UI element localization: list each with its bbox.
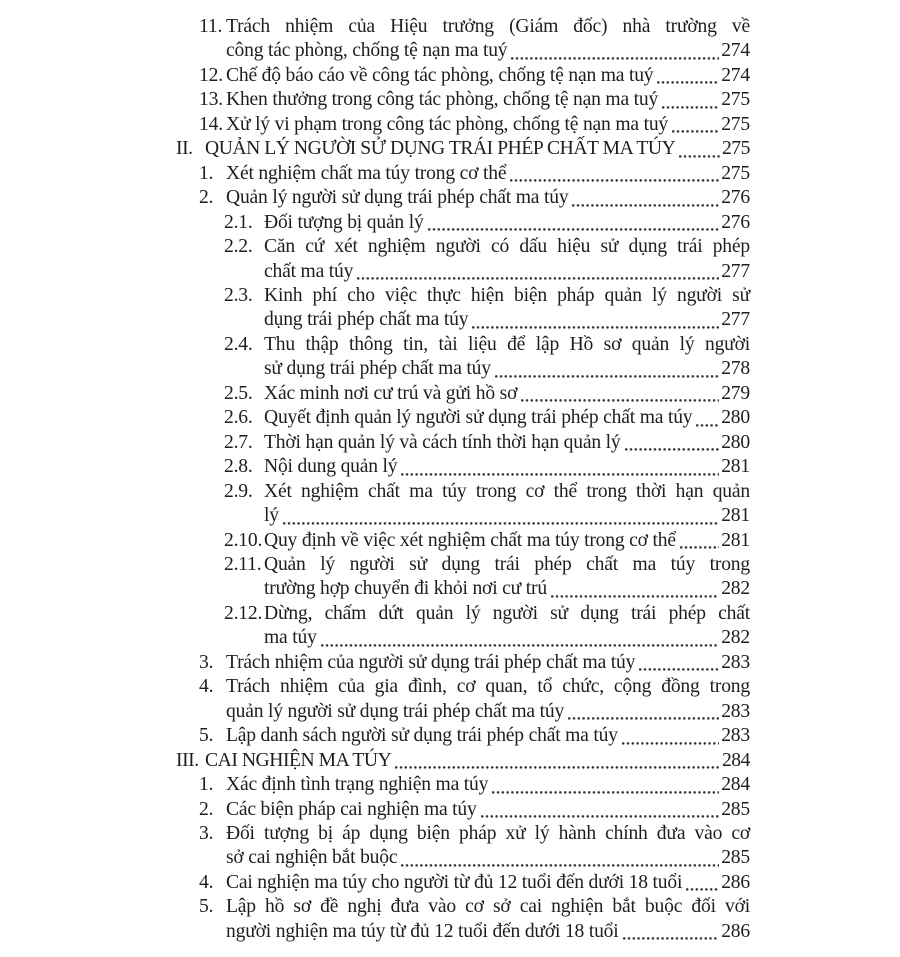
- toc-entry-lastline: [264, 406, 750, 430]
- toc-entry: [176, 88, 750, 112]
- dot-leader: [492, 791, 719, 794]
- toc-entry-number: 2.11.: [224, 553, 262, 575]
- toc-entry-lastline: [205, 137, 750, 161]
- toc-entry-line: Căn cứ xét nghiệm người có dấu hiệu sử dụng trái phép: [264, 236, 750, 258]
- toc-entry: [176, 553, 750, 602]
- toc-entry-title: Chế độ báo cáo về công tác phòng, chống tệ nạn ma tuý: [226, 64, 654, 86]
- toc-entry-page: 277: [721, 260, 750, 282]
- toc-entry-lastline: [264, 577, 750, 601]
- toc-entry-title: quản lý người sử dụng trái phép chất ma túy: [226, 700, 565, 722]
- dot-leader: [568, 717, 719, 720]
- dot-leader: [401, 473, 719, 476]
- toc-entry-number: 4.: [199, 676, 214, 698]
- dot-leader: [551, 595, 719, 598]
- toc-entry-page: 285: [721, 798, 750, 820]
- toc-entry-title: người nghiện ma túy từ đủ 12 tuổi đến dưới 18 tuổi: [226, 920, 619, 942]
- toc-entry-title: Xét nghiệm chất ma túy trong cơ thể: [226, 162, 507, 184]
- dot-leader: [357, 277, 719, 280]
- toc-entry-number: 2.6.: [224, 407, 253, 429]
- toc-entry-lastline: [264, 382, 750, 406]
- toc-entry-lastline: [264, 357, 750, 381]
- toc-entry: [176, 211, 750, 235]
- toc-entry-page: 282: [721, 627, 750, 649]
- toc-entry-title: Nội dung quản lý: [264, 456, 398, 478]
- dot-leader: [623, 937, 720, 940]
- toc-entry: [176, 284, 750, 333]
- dot-leader: [321, 644, 720, 647]
- toc-entry-title: Xác minh nơi cư trú và gửi hồ sơ: [264, 382, 518, 404]
- toc-entry-number: 4.: [199, 871, 214, 893]
- toc-entry-lastline: [264, 308, 750, 332]
- toc-entry: [176, 455, 750, 479]
- toc-entry-page: 283: [721, 700, 750, 722]
- toc-entry-title: Đối tượng bị quản lý: [264, 211, 424, 233]
- table-of-contents: [176, 15, 750, 944]
- toc-entry: [176, 235, 750, 284]
- toc-entry: [176, 651, 750, 675]
- dot-leader: [401, 864, 719, 867]
- dot-leader: [662, 106, 719, 109]
- toc-entry-lastline: [226, 186, 750, 210]
- toc-entry: [176, 15, 750, 64]
- toc-entry-page: 278: [721, 358, 750, 380]
- toc-entry-title: Khen thưởng trong công tác phòng, chống tệ nạn ma tuý: [226, 89, 659, 111]
- dot-leader: [680, 546, 719, 549]
- toc-entry-number: 13.: [199, 89, 223, 111]
- toc-entry-title: ma túy: [264, 627, 317, 649]
- toc-entry-title: công tác phòng, chống tệ nạn ma tuý: [226, 40, 508, 62]
- toc-entry-number: 2.4.: [224, 333, 253, 355]
- toc-entry-lastline: [226, 920, 750, 944]
- toc-entry-number: 12.: [199, 64, 223, 86]
- toc-entry-page: 283: [721, 651, 750, 673]
- toc-entry-line: Lập hồ sơ đề nghị đưa vào cơ sở cai nghiện bắt buộc đối với: [226, 896, 750, 918]
- toc-entry: [176, 749, 750, 773]
- toc-entry-lastline: [226, 846, 750, 870]
- dot-leader: [510, 179, 719, 182]
- toc-entry-number: 2.7.: [224, 431, 253, 453]
- toc-entry-lastline: [264, 626, 750, 650]
- toc-entry-page: 283: [721, 725, 750, 747]
- toc-entry-number: 3.: [199, 822, 214, 844]
- toc-entry-title: Các biện pháp cai nghiện ma túy: [226, 798, 477, 820]
- toc-entry-title: lý: [264, 505, 279, 527]
- toc-entry-page: 286: [721, 920, 750, 942]
- toc-entry: [176, 406, 750, 430]
- toc-entry: [176, 480, 750, 529]
- toc-entry-page: 279: [721, 382, 750, 404]
- toc-entry-lastline: [226, 88, 750, 112]
- toc-entry: [176, 724, 750, 748]
- toc-entry: [176, 162, 750, 186]
- toc-entry-number: 2.9.: [224, 480, 253, 502]
- toc-entry-title: Quyết định quản lý người sử dụng trái phép chất ma túy: [264, 407, 693, 429]
- toc-entry-number: 2.: [199, 798, 214, 820]
- toc-entry-lastline: [226, 651, 750, 675]
- toc-entry-title: Quy định về việc xét nghiệm chất ma túy trong cơ thể: [264, 529, 676, 551]
- dot-leader: [472, 326, 719, 329]
- toc-entry-number: 2.2.: [224, 236, 253, 258]
- toc-entry-line: Trách nhiệm của Hiệu trưởng (Giám đốc) nhà trường về: [226, 16, 750, 37]
- toc-entry-number: II.: [176, 138, 193, 160]
- dot-leader: [572, 204, 719, 207]
- toc-entry-page: 276: [721, 187, 750, 209]
- toc-entry-title: sở cai nghiện bắt buộc: [226, 847, 398, 869]
- toc-entry: [176, 675, 750, 724]
- toc-entry-lastline: [226, 162, 750, 186]
- toc-entry-number: 1.: [199, 774, 214, 796]
- toc-entry-title: chất ma túy: [264, 260, 354, 282]
- toc-entry-title: Thời hạn quản lý và cách tính thời hạn quản lý: [264, 431, 621, 453]
- toc-entry-page: 284: [721, 774, 750, 796]
- toc-entry: [176, 137, 750, 161]
- toc-entry: [176, 529, 750, 553]
- toc-entry-number: 2.5.: [224, 382, 253, 404]
- toc-entry-number: 5.: [199, 725, 214, 747]
- toc-entry-lastline: [226, 113, 750, 137]
- dot-leader: [481, 815, 720, 818]
- toc-entry-page: 281: [721, 529, 750, 551]
- toc-entry-number: 2.10.: [224, 529, 263, 551]
- toc-entry-lastline: [264, 211, 750, 235]
- toc-entry-lastline: [226, 724, 750, 748]
- toc-entry-title: dụng trái phép chất ma túy: [264, 309, 469, 331]
- toc-entry-line: Trách nhiệm của gia đình, cơ quan, tổ chức, cộng đồng trong: [226, 676, 750, 698]
- toc-entry-number: III.: [176, 749, 199, 771]
- toc-entry-line: Thu thập thông tin, tài liệu để lập Hồ sơ quản lý người: [264, 333, 750, 355]
- dot-leader: [283, 522, 719, 525]
- toc-entry-page: 280: [721, 431, 750, 453]
- toc-entry: [176, 431, 750, 455]
- toc-entry-lastline: [264, 431, 750, 455]
- toc-entry-page: 275: [721, 162, 750, 184]
- toc-entry-page: 284: [721, 749, 750, 771]
- toc-entry: [176, 895, 750, 944]
- toc-entry: [176, 186, 750, 210]
- toc-entry-lastline: [264, 529, 750, 553]
- toc-entry-line: Xét nghiệm chất ma túy trong cơ thể trong thời hạn quản: [264, 480, 750, 502]
- toc-entry-title: trường hợp chuyển đi khỏi nơi cư trú: [264, 578, 547, 600]
- toc-entry-number: 14.: [199, 113, 223, 135]
- toc-entry-page: 281: [721, 456, 750, 478]
- toc-entry-page: 281: [721, 505, 750, 527]
- dot-leader: [428, 228, 720, 231]
- dot-leader: [657, 81, 719, 84]
- toc-entry: [176, 871, 750, 895]
- toc-entry-page: 276: [721, 211, 750, 233]
- toc-entry-line: Kinh phí cho việc thực hiện biện pháp quản lý người sử: [264, 284, 750, 306]
- toc-entry-title: Trách nhiệm của người sử dụng trái phép chất ma túy: [226, 651, 636, 673]
- toc-entry-page: 280: [721, 407, 750, 429]
- toc-entry-page: 274: [721, 64, 750, 86]
- toc-entry: [176, 822, 750, 871]
- toc-entry-lastline: [264, 260, 750, 284]
- toc-entry-lastline: [226, 64, 750, 88]
- toc-entry-number: 11.: [199, 16, 223, 37]
- toc-entry-page: 286: [721, 871, 750, 893]
- toc-entry-title: Quản lý người sử dụng trái phép chất ma túy: [226, 187, 569, 209]
- toc-entry-title: Xác định tình trạng nghiện ma túy: [226, 774, 489, 796]
- toc-entry-number: 3.: [199, 651, 214, 673]
- dot-leader: [521, 399, 719, 402]
- toc-entry-lastline: [205, 749, 750, 773]
- toc-entry-page: 275: [721, 89, 750, 111]
- toc-entry-lastline: [226, 773, 750, 797]
- toc-entry-line: Đối tượng bị áp dụng biện pháp xử lý hành chính đưa vào cơ: [226, 822, 750, 844]
- dot-leader: [639, 668, 719, 671]
- dot-leader: [696, 424, 719, 427]
- toc-entry-lastline: [264, 455, 750, 479]
- toc-entry: [176, 113, 750, 137]
- toc-entry-title: Xử lý vi phạm trong công tác phòng, chống tệ nạn ma tuý: [226, 113, 669, 135]
- toc-entry-number: 5.: [199, 896, 214, 918]
- toc-entry-title: Lập danh sách người sử dụng trái phép chất ma túy: [226, 725, 618, 747]
- toc-entry-page: 282: [721, 578, 750, 600]
- toc-entry: [176, 798, 750, 822]
- toc-entry-number: 2.1.: [224, 211, 253, 233]
- toc-entry: [176, 64, 750, 88]
- toc-entry-page: 274: [721, 40, 750, 62]
- toc-entry: [176, 773, 750, 797]
- toc-entry-title: QUẢN LÝ NGƯỜI SỬ DỤNG TRÁI PHÉP CHẤT MA TÚY: [205, 138, 676, 160]
- toc-entry: [176, 333, 750, 382]
- toc-entry-title: sử dụng trái phép chất ma túy: [264, 358, 491, 380]
- toc-entry-title: Cai nghiện ma túy cho người từ đủ 12 tuổi đến dưới 18 tuổi: [226, 871, 683, 893]
- toc-entry-lastline: [264, 504, 750, 528]
- toc-entry-page: 277: [721, 309, 750, 331]
- dot-leader: [495, 375, 719, 378]
- toc-entry-number: 1.: [199, 162, 214, 184]
- toc-entry-line: Quản lý người sử dụng trái phép chất ma túy trong: [264, 553, 750, 575]
- toc-entry-title: CAI NGHIỆN MA TÚY: [205, 749, 392, 771]
- toc-entry-number: 2.12.: [224, 602, 263, 624]
- dot-leader: [679, 155, 720, 158]
- dot-leader: [686, 888, 719, 891]
- toc-entry-page: 285: [721, 847, 750, 869]
- toc-entry-number: 2.: [199, 187, 214, 209]
- dot-leader: [622, 742, 719, 745]
- toc-entry-number: 2.3.: [224, 284, 253, 306]
- toc-entry-page: 275: [721, 113, 750, 135]
- dot-leader: [511, 57, 719, 60]
- toc-entry-page: 275: [721, 138, 750, 160]
- toc-entry-lastline: [226, 871, 750, 895]
- dot-leader: [395, 766, 720, 769]
- toc-entry-lastline: [226, 798, 750, 822]
- dot-leader: [672, 130, 719, 133]
- dot-leader: [625, 448, 720, 451]
- toc-entry: [176, 382, 750, 406]
- toc-entry: [176, 602, 750, 651]
- toc-entry-lastline: [226, 39, 750, 63]
- toc-entry-lastline: [226, 700, 750, 724]
- toc-entry-number: 2.8.: [224, 456, 253, 478]
- toc-entry-line: Dừng, chấm dứt quản lý người sử dụng trái phép chất: [264, 602, 750, 624]
